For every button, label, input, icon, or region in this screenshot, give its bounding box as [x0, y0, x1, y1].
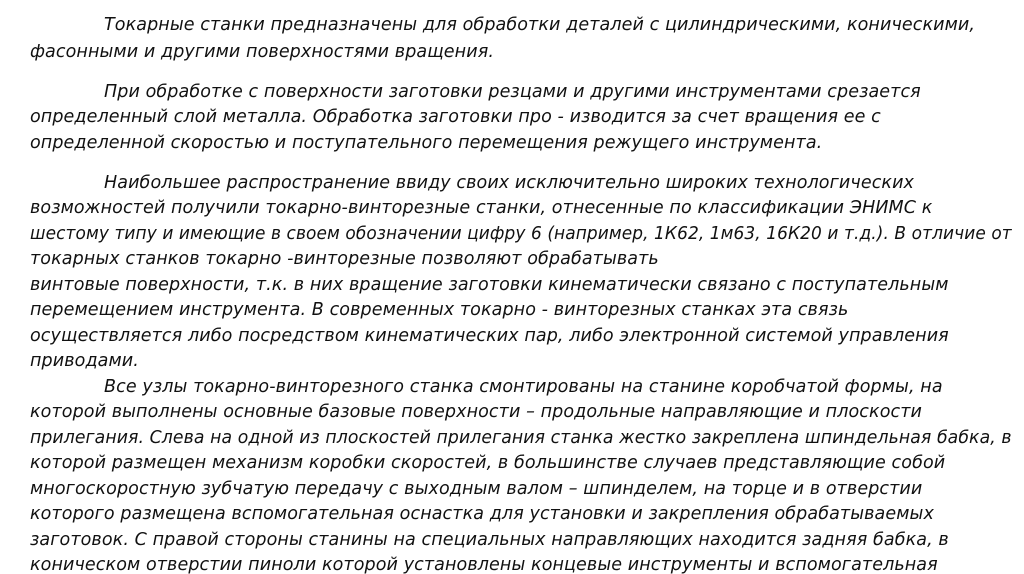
paragraph-2-line-3: определенной скоростью и поступательного перемещения режущего инструмента. — [30, 133, 823, 153]
paragraph-4-line-2: которой выполнены основные базовые поверхности – продольные направляющие и плоскости — [30, 402, 922, 422]
paragraph-3-line-5: винтовые поверхности, т.к. в них вращение заготовки кинематически связано с поступательным — [30, 275, 949, 295]
paragraph-3-line-2: возможностей получили токарно-винторезные станки, отнесенные по классификации ЭНИМС к — [30, 198, 933, 218]
paragraph-4-line-5: многоскоростную зубчатую передачу с выходным валом – шпинделем, на торце и в отверстии — [30, 479, 923, 499]
paragraph-4-line-1: Все узлы токарно-винторезного станка смонтированы на станине коробчатой формы, на — [104, 377, 943, 397]
paragraph-4-line-7: заготовок. С правой стороны станины на специальных направляющих находится задняя бабка, в — [30, 530, 949, 550]
paragraph-1-line-2: фасонными и другими поверхностями вращения. — [30, 42, 494, 62]
paragraph-4-line-8: коническом отверстии пиноли которой установлены концевые инструменты и вспомогательная — [30, 555, 938, 574]
paragraph-4-line-4: которой размещен механизм коробки скоростей, в большинстве случаев представляющие собой — [30, 453, 946, 473]
paragraph-2-line-2: определенный слой металла. Обработка заготовки про - изводится за счет вращения ее с — [30, 107, 881, 127]
paragraph-3-line-7: осуществляется либо посредством кинематических пар, либо электронной системой управления — [30, 326, 949, 346]
paragraph-3-line-3: шестому типу и имеющие в своем обозначении цифру 6 (например, 1К62, 1м63, 16К20 и т.д.). В отличие от — [30, 224, 1012, 244]
paragraph-3-line-1: Наибольшее распространение ввиду своих исключительно широких технологических — [104, 173, 915, 193]
paragraph-4-line-3: прилегания. Слева на одной из плоскостей прилегания станка жестко закреплена шпиндельная бабка, в — [30, 428, 1012, 448]
paragraph-1-line-1: Токарные станки предназначены для обработки деталей с цилиндрическими, коническими, — [104, 15, 976, 35]
paragraph-4-line-6: которого размещена вспомогательная оснастка для установки и закрепления обрабатываемых — [30, 504, 934, 524]
paragraph-3-line-6: перемещением инструмента. В современных токарно - винторезных станках эта связь — [30, 300, 849, 320]
paragraph-3-line-4: токарных станков токарно -винторезные позволяют обрабатывать — [30, 249, 659, 269]
paragraph-2-line-1: При обработке с поверхности заготовки резцами и другими инструментами срезается — [104, 82, 921, 102]
paragraph-3-line-8: приводами. — [30, 351, 139, 371]
